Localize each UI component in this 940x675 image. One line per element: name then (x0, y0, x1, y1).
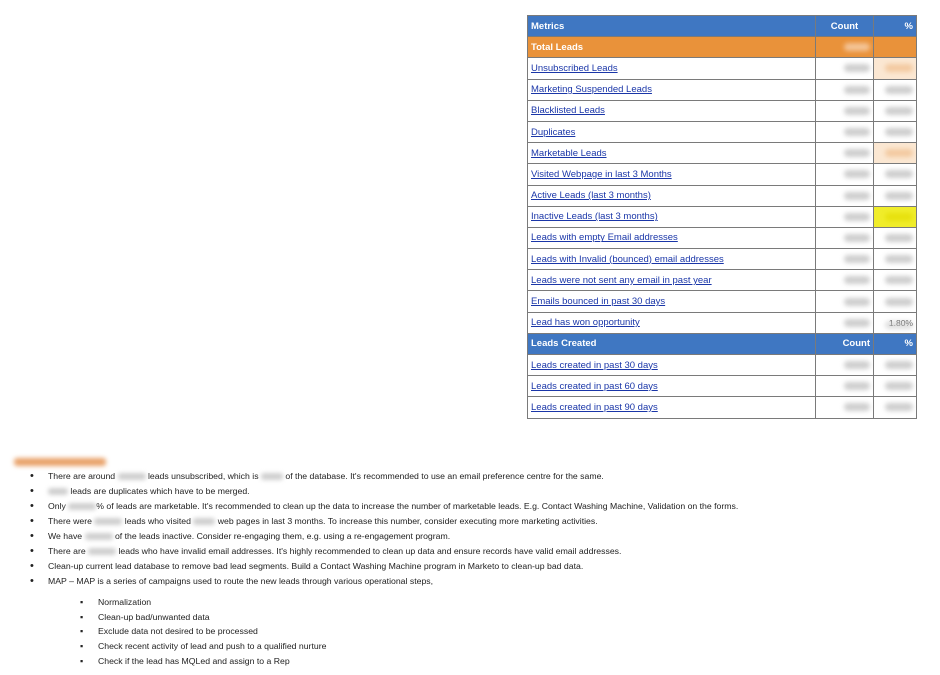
metric-cell (528, 206, 816, 227)
list-item (30, 529, 930, 544)
table-row (528, 270, 917, 291)
count-cell (816, 291, 874, 312)
pct-cell (874, 121, 917, 142)
table-row (528, 397, 917, 418)
table-row (528, 100, 917, 121)
table-row (528, 79, 917, 100)
header2-metrics: Leads Created (528, 333, 816, 354)
table-header (528, 16, 917, 37)
list-item (30, 559, 930, 574)
pct-cell (874, 249, 917, 270)
table-row (528, 249, 917, 270)
text-fragment: leads unsubscribed, which is (145, 471, 261, 481)
pct-cell (874, 143, 917, 164)
pct-cell (874, 164, 917, 185)
metric-link[interactable]: Inactive Leads (last 3 months) (531, 211, 658, 223)
redacted-value (48, 488, 68, 495)
table-row (528, 58, 917, 79)
pct-cell (874, 270, 917, 291)
table-row (528, 355, 917, 376)
header-metrics: Metrics (528, 16, 816, 37)
header-pct: % (874, 16, 917, 37)
header2-pct: % (874, 333, 917, 354)
pct-cell (874, 79, 917, 100)
text-fragment: of the leads inactive. Consider re-engaging them, e.g. using a re-engagement program. (112, 531, 451, 541)
count-cell (816, 143, 874, 164)
metric-cell (528, 376, 816, 397)
metric-link[interactable]: Duplicates (531, 126, 576, 138)
text-fragment: leads are duplicates which have to be merged. (68, 486, 250, 496)
metric-link[interactable]: Blacklisted Leads (531, 105, 605, 117)
metric-cell (528, 164, 816, 185)
table-row (528, 206, 917, 227)
metric-link[interactable]: Leads with Invalid (bounced) email addresses (531, 253, 724, 265)
pct-cell (874, 227, 917, 248)
redacted-value (118, 473, 146, 480)
table-row (528, 185, 917, 206)
list-item (30, 544, 930, 559)
pct-cell (874, 100, 917, 121)
count-cell (816, 376, 874, 397)
text-fragment: MAP – MAP is a series of campaigns used to route the new leads through various operational steps, (48, 576, 434, 586)
list-item (30, 484, 930, 499)
count-cell (816, 185, 874, 206)
redacted-value (88, 548, 116, 555)
list-item (30, 469, 930, 484)
pct-cell (874, 355, 917, 376)
total-leads-label: Total Leads (528, 37, 816, 58)
pct-cell (874, 397, 917, 418)
text-fragment: web pages in last 3 months. To increase this number, consider executing more marketing activities. (215, 516, 598, 526)
count-cell (816, 100, 874, 121)
metric-cell (528, 270, 816, 291)
metric-link[interactable]: Active Leads (last 3 months) (531, 190, 651, 202)
count-cell (816, 164, 874, 185)
count-cell (816, 397, 874, 418)
metric-link[interactable]: Marketing Suspended Leads (531, 84, 652, 96)
redacted-value (193, 518, 215, 525)
total-leads-row (528, 37, 917, 58)
redacted-value (261, 473, 283, 480)
count-cell (816, 312, 874, 333)
metric-cell (528, 291, 816, 312)
text-fragment: % of leads are marketable. It's recommended to clean up the data to increase the number of marketable leads. E.g. Contact Washing Machine, Validation on the forms. (96, 501, 739, 511)
total-leads-count (816, 37, 874, 58)
metric-cell (528, 121, 816, 142)
list-item: ▪ Check if the lead has MQLed and assign to a Rep (80, 654, 930, 669)
text-fragment: We have (48, 531, 85, 541)
count-cell (816, 227, 874, 248)
table-row (528, 143, 917, 164)
metric-link[interactable]: Lead has won opportunity (531, 317, 640, 329)
count-cell (816, 121, 874, 142)
metric-cell (528, 143, 816, 164)
count-cell (816, 58, 874, 79)
metric-cell (528, 312, 816, 333)
text-fragment: There are (48, 546, 89, 556)
table-row (528, 121, 917, 142)
metric-cell (528, 79, 816, 100)
table-row (528, 164, 917, 185)
text-fragment: leads who have invalid email addresses. It's highly recommended to clean up data and ensure records have valid email addresses. (116, 546, 622, 556)
pct-cell (874, 58, 917, 79)
pct-cell (874, 185, 917, 206)
text-fragment: leads who visited (122, 516, 194, 526)
count-cell (816, 206, 874, 227)
metric-link[interactable]: Unsubscribed Leads (531, 62, 618, 74)
redacted-value (94, 518, 122, 525)
table-row (528, 291, 917, 312)
metric-link[interactable]: Leads created in past 90 days (531, 401, 658, 413)
pct-cell (874, 376, 917, 397)
metric-link[interactable]: Leads with empty Email addresses (531, 232, 678, 244)
pct-cell (874, 291, 917, 312)
metric-cell (528, 249, 816, 270)
text-fragment: Only (48, 501, 69, 511)
metric-cell (528, 58, 816, 79)
pct-cell (874, 206, 917, 227)
metric-cell (528, 185, 816, 206)
table-row (528, 312, 917, 333)
text-fragment: There are around (48, 471, 118, 481)
metric-cell (528, 397, 816, 418)
list-item (30, 574, 930, 589)
header2-count: Count (816, 333, 874, 354)
count-cell (816, 355, 874, 376)
redacted-value (68, 503, 96, 510)
metric-link[interactable]: Leads created in past 60 days (531, 380, 658, 392)
metric-link[interactable]: Marketable Leads (531, 147, 607, 159)
metric-cell (528, 227, 816, 248)
list-item: ▪ Exclude data not desired to be processed (80, 624, 930, 639)
text-fragment: Clean-up current lead database to remove bad lead segments. Build a Contact Washing Machine program in Marketo to clean-up bad data. (48, 561, 584, 571)
table-row (528, 376, 917, 397)
metrics-table (527, 15, 917, 419)
metric-link[interactable]: Emails bounced in past 30 days (531, 296, 666, 308)
metric-link[interactable]: Leads created in past 30 days (531, 359, 658, 371)
list-item: ▪ Check recent activity of lead and push to a qualified nurture (80, 639, 930, 654)
count-cell (816, 79, 874, 100)
map-steps-list (30, 595, 930, 669)
recommendations-list (30, 469, 930, 589)
list-item: ▪ Clean-up bad/unwanted data (80, 610, 930, 625)
table-row (528, 227, 917, 248)
redacted-value (85, 533, 113, 540)
recommendations-title (14, 456, 930, 469)
count-cell (816, 249, 874, 270)
list-item: ▪ Normalization (80, 595, 930, 610)
text-fragment: of the database. It's recommended to use an email preference centre for the same. (282, 471, 604, 481)
total-leads-pct (874, 37, 917, 58)
metric-cell (528, 355, 816, 376)
list-item (30, 514, 930, 529)
metric-link[interactable]: Visited Webpage in last 3 Months (531, 168, 672, 180)
header-count: Count (816, 16, 874, 37)
recommendations-section (30, 456, 930, 669)
metric-link[interactable]: Leads were not sent any email in past year (531, 274, 712, 286)
leads-created-header (528, 333, 917, 354)
count-cell (816, 270, 874, 291)
pct-cell (874, 312, 917, 333)
list-item (30, 499, 930, 514)
metric-cell (528, 100, 816, 121)
text-fragment: There were (48, 516, 95, 526)
